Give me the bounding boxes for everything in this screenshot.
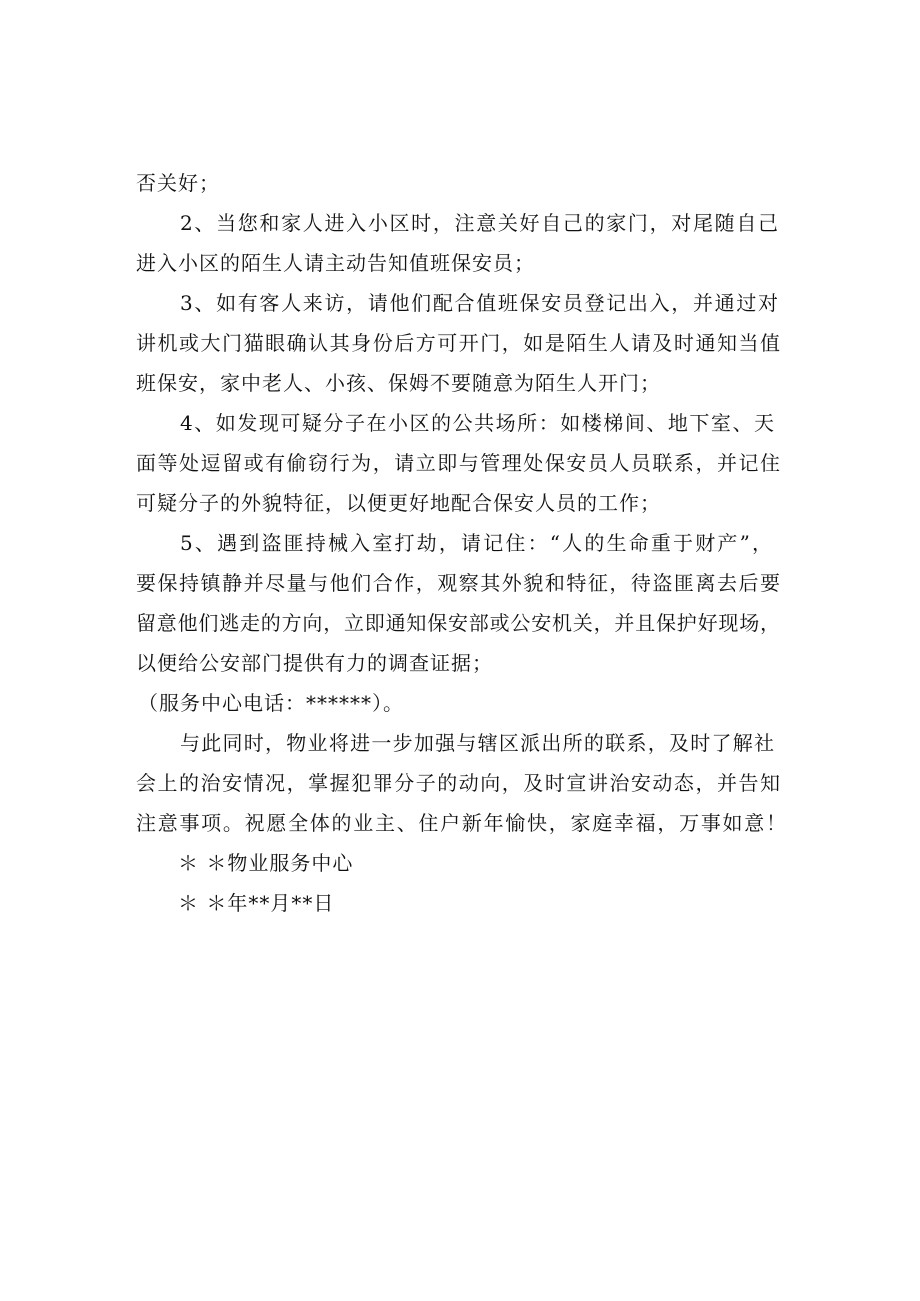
text-line: 进入小区的陌生人请主动告知值班保安员； (136, 251, 535, 275)
text-line: 注意事项。祝愿全体的业主、住户新年愉快，家庭幸福，万事如意！ (136, 811, 786, 835)
text-line: 5、遇到盗匪持械入室打劫，请记住：“人的生命重于财产”， (180, 531, 772, 555)
text-line: 可疑分子的外貌特征，以便更好地配合保安人员的工作； (136, 491, 661, 515)
text-line: 讲机或大门猫眼确认其身份后方可开门，如是陌生人请及时通知当值 (136, 331, 780, 355)
text-line: 班保安，家中老人、小孩、保姆不要随意为陌生人开门； (136, 371, 661, 395)
text-line: 要保持镇静并尽量与他们合作，观察其外貌和特征，待盗匪离去后要 (136, 571, 780, 595)
text-line: 4、如发现可疑分子在小区的公共场所：如楼梯间、地下室、天 (180, 411, 774, 435)
text-line: 否关好； (136, 171, 220, 195)
signature-org: ＊ ＊物业服务中心 (178, 851, 354, 875)
service-phone-line: （服务中心电话：******）。 (138, 691, 404, 715)
text-line: 与此同时，物业将进一步加强与辖区派出所的联系，及时了解社 (180, 731, 774, 755)
text-line: 面等处逗留或有偷窃行为，请立即与管理处保安员人员联系，并记住 (136, 451, 780, 475)
text-line: 以便给公安部门提供有力的调查证据； (136, 651, 493, 675)
text-line: 2、当您和家人进入小区时，注意关好自己的家门，对尾随自己 (180, 211, 778, 235)
text-line: 会上的治安情况，掌握犯罪分子的动向，及时宣讲治安动态，并告知 (136, 771, 780, 795)
signature-date: ＊ ＊年**月**日 (178, 891, 335, 915)
text-line: 留意他们逃走的方向，立即通知保安部或公安机关，并且保护好现场， (136, 611, 780, 635)
text-line: 3、如有客人来访，请他们配合值班保安员登记出入，并通过对 (180, 291, 778, 315)
